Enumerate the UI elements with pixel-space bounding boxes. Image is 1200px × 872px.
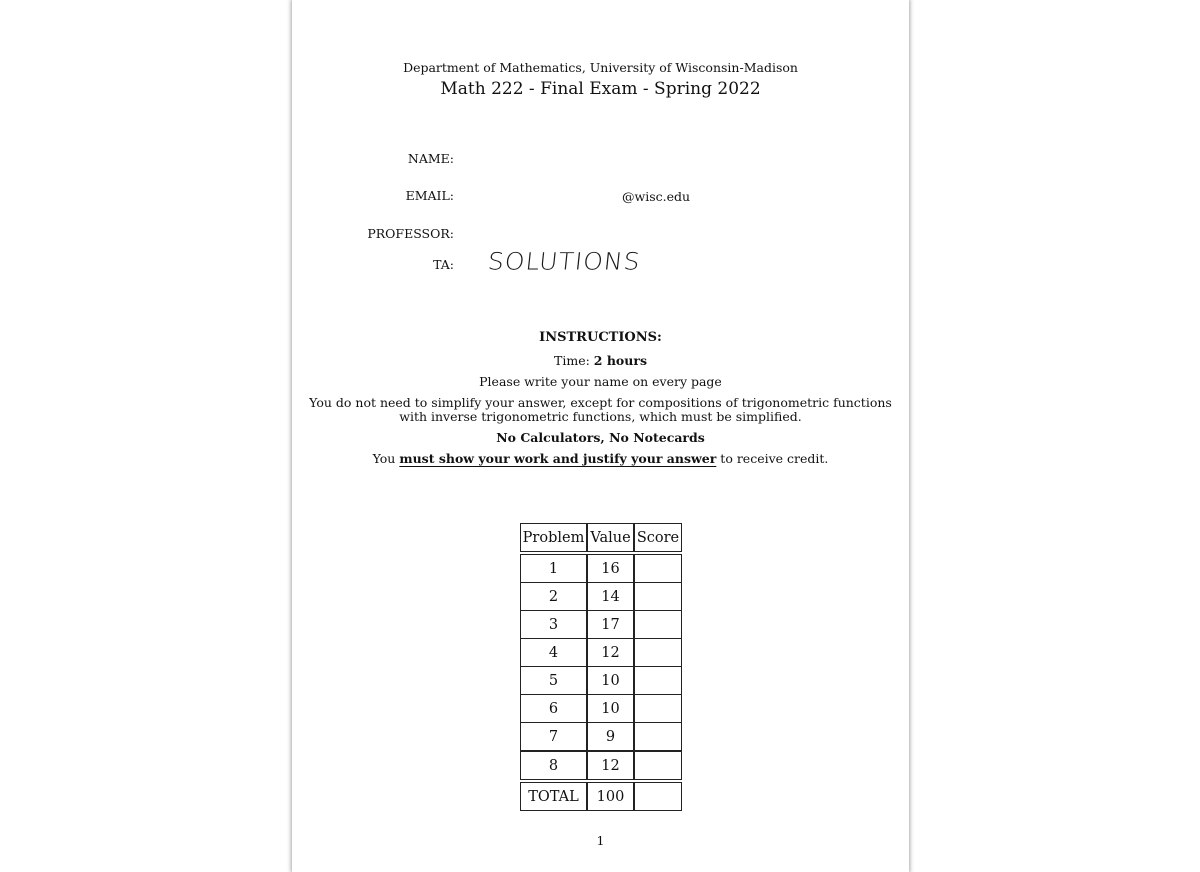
- show-work-emphasis: must show your work and justify your answer: [399, 451, 717, 466]
- score-cell: [634, 610, 682, 639]
- header-value: Value: [587, 523, 634, 552]
- value-cell: 12: [587, 638, 634, 667]
- value-cell: 17: [587, 610, 634, 639]
- score-cell: [634, 554, 682, 583]
- total-score-cell: [634, 782, 682, 811]
- page-number: 1: [596, 833, 605, 848]
- no-calculators-line: No Calculators, No Notecards: [496, 430, 705, 445]
- value-cell: 16: [587, 554, 634, 583]
- time-value: 2 hours: [593, 353, 647, 368]
- problem-cell: 4: [520, 638, 587, 667]
- header-score: Score: [634, 523, 682, 552]
- instruction-name-every-page: Please write your name on every page: [479, 374, 722, 389]
- time-line: [292, 353, 909, 368]
- time-prefix: Time:: [554, 353, 590, 368]
- show-work-suffix: to receive credit.: [720, 451, 829, 466]
- header-problem: Problem: [520, 523, 587, 552]
- total-label-cell: TOTAL: [520, 782, 587, 811]
- exam-title: Math 222 - Final Exam - Spring 2022: [440, 79, 761, 99]
- score-cell: [634, 694, 682, 723]
- problem-cell: 8: [520, 751, 587, 780]
- email-label: EMAIL:: [405, 188, 454, 203]
- problem-cell: 5: [520, 666, 587, 695]
- value-cell: 10: [587, 694, 634, 723]
- email-domain: @wisc.edu: [622, 189, 691, 204]
- score-cell: [634, 751, 682, 780]
- score-cell: [634, 666, 682, 695]
- score-cell: [634, 638, 682, 667]
- ta-label: TA:: [433, 257, 454, 272]
- ta-handwritten-value: SOLUTIONS: [486, 247, 642, 276]
- problem-cell: 7: [520, 722, 587, 751]
- show-work-prefix: You: [372, 451, 396, 466]
- value-cell: 12: [587, 751, 634, 780]
- instruction-simplify-2: with inverse trigonometric functions, which must be simplified.: [399, 409, 802, 424]
- score-cell: [634, 582, 682, 611]
- score-cell: [634, 722, 682, 751]
- problem-cell: 6: [520, 694, 587, 723]
- problem-cell: 3: [520, 610, 587, 639]
- value-cell: 10: [587, 666, 634, 695]
- show-work-line: [292, 451, 909, 466]
- name-label: NAME:: [407, 151, 454, 166]
- value-cell: 9: [587, 722, 634, 751]
- exam-page: [292, 0, 909, 872]
- value-cell: 14: [587, 582, 634, 611]
- problem-cell: 2: [520, 582, 587, 611]
- instructions-heading: INSTRUCTIONS:: [539, 330, 662, 345]
- department-line: Department of Mathematics, University of Wisconsin-Madison: [403, 60, 798, 75]
- instruction-simplify-1: You do not need to simplify your answer, except for compositions of trigonometric functions: [309, 395, 892, 410]
- professor-label: PROFESSOR:: [367, 226, 454, 241]
- problem-cell: 1: [520, 554, 587, 583]
- total-value-cell: 100: [587, 782, 634, 811]
